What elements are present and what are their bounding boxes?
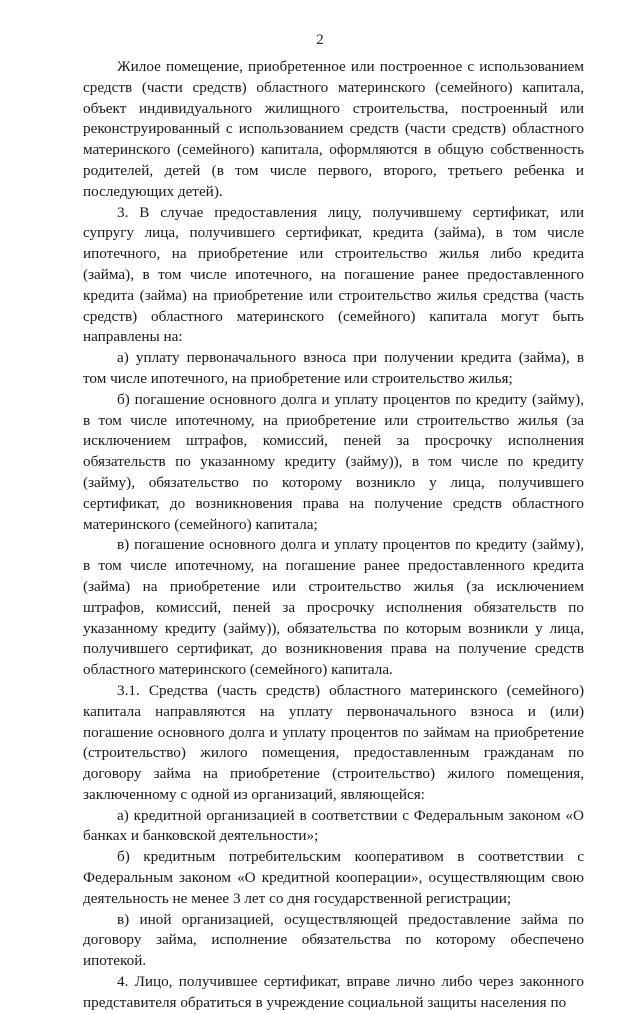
paragraph-4-application: 4. Лицо, получившее сертификат, вправе лично либо через законного представителя обратиться в учреждение социальной защиты населения по: [83, 973, 584, 1011]
document-body: [83, 57, 584, 1014]
page-number: 2: [316, 32, 324, 48]
paragraph-housing-ownership: Жилое помещение, приобретенное или построенное с использованием средств (части средств) областного материнского (семейного) капитала, объект индивидуального жилищного строительства, построенный или реконструированный с использованием средств (части средств) областного материнского (семейного) капитала, оформляются в общую собственность родителей, детей (в том числе первого, второго, третьего ребенка и последующих детей).: [83, 58, 584, 200]
paragraph-3-1-loans: 3.1. Средства (часть средств) областного материнского (семейного) капитала направляются на уплату первоначального взноса и (или) погашение основного долга и уплату процентов по займам на приобретение (строительство) жилого помещения, предоставленным гражданам по договору займа на приобретение (строительство) жилого помещения, заключенному с одной из организаций, являющейся:: [83, 681, 584, 803]
paragraph-3-credit-use: 3. В случае предоставления лицу, получившему сертификат, или супругу лица, получившего сертификат, кредита (займа), в том числе ипотечного, на приобретение или строительство жилья либо кредита (займа), в том числе ипотечного, на погашение ранее предоставленного кредита (займа) на приобретение или строительство жилья средства (часть средств) областного материнского (семейного) капитала могут быть направлены на:: [83, 203, 584, 346]
paragraph-3b-debt-repayment: б) погашение основного долга и уплату процентов по кредиту (займу), в том числе ипотечному, на приобретение или строительство жилья (за исключением штрафов, комиссий, пеней за просрочку исполнения обязательств по указанному кредиту (займу)), в том числе по кредиту (займу), обязательство по которому возникло у лица, получившего сертификат, до возникновения права на получение средств областного материнского (семейного) капитала;: [83, 390, 584, 533]
paragraph-3-1a-credit-organization: а) кредитной организацией в соответствии с Федеральным законом «О банках и банковской деятельности»;: [83, 806, 584, 845]
paragraph-3-1c-other-organization: в) иной организацией, осуществляющей предоставление займа по договору займа, исполнение обязательства по которому обеспечено ипотекой.: [83, 910, 584, 970]
paragraph-3a-down-payment: а) уплату первоначального взноса при получении кредита (займа), в том числе ипотечного, на приобретение или строительство жилья;: [83, 349, 584, 387]
paragraph-3c-refinancing: в) погашение основного долга и уплату процентов по кредиту (займу), в том числе ипотечному, на погашение ранее предоставленного кредита (займа) на приобретение или строительство жилья (за исключением штрафов, комиссий, пеней за просрочку исполнения обязательств по указанному кредиту (займу)), обязательства по которым возникли у лица, получившего сертификат, до возникновения права на получение средств областного материнского (семейного) капитала.: [83, 536, 584, 679]
paragraph-3-1b-cooperative: б) кредитным потребительским кооперативом в соответствии с Федеральным законом «О кредитной кооперации», осуществляющим свою деятельность не менее 3 лет со дня государственной регистрации;: [83, 848, 584, 907]
